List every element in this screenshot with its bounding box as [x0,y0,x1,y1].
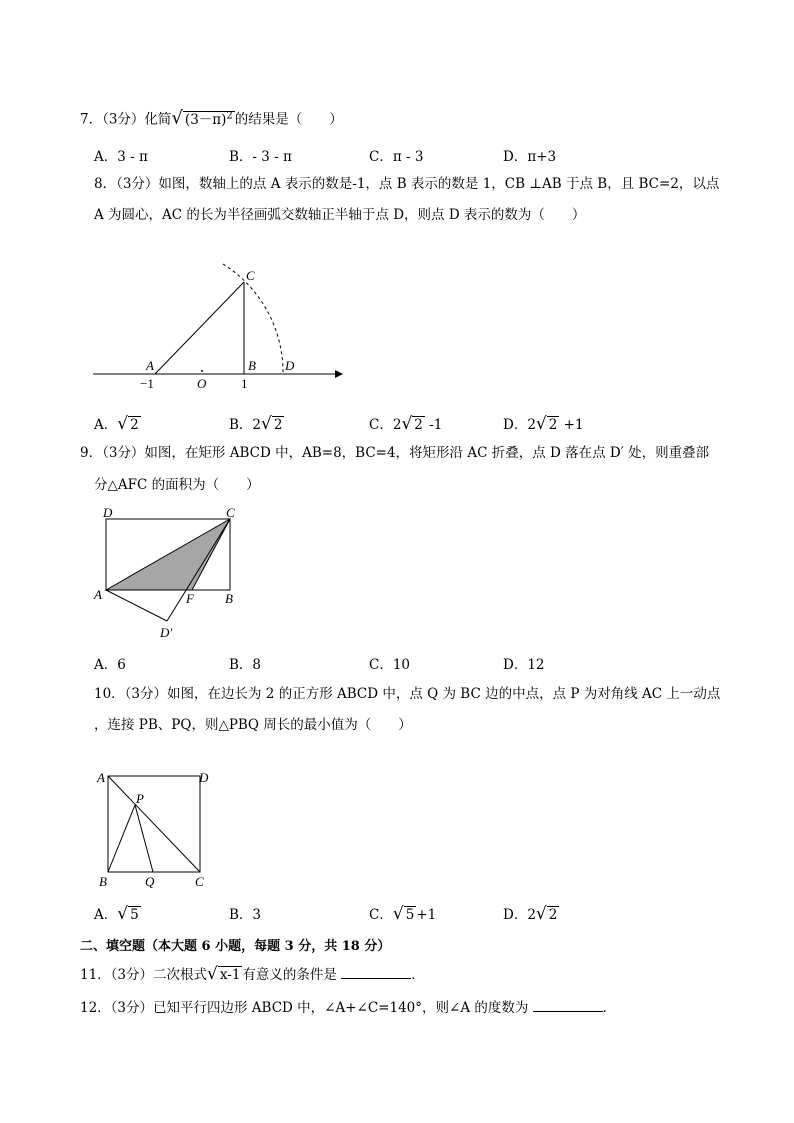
q11-end: ． [411,967,425,983]
q10-a-radical: √ 5 [117,904,139,924]
q8-stem-line2: A 为圆心，AC 的长为半径画弧交数轴正半轴于点 D，则点 D 表示的数为（ ） [94,207,586,223]
label-a: A [94,587,102,602]
q8-c-post: -1 [424,417,443,433]
q8-d-pre: 2 [527,417,536,433]
section-title-fill-in: 二、填空题（本大题 6 小题，每题 3 分，共 18 分） [80,939,391,954]
q11-radical: √ x-1 [207,964,241,984]
label-neg1: −1 [140,376,154,391]
q11-suffix: 有意义的条件是 [242,967,342,983]
q10-figure [94,766,219,891]
q8-option-a [94,413,141,434]
q10-b-value: 3 [252,907,262,923]
label-c: C [246,268,255,283]
q7-stem-suffix: 的结果是（ ） [234,111,343,128]
q12-text: 12．（3分）已知平行四边形 ABCD 中，∠A+∠C=140°，则∠A 的度数为 [80,1000,533,1016]
q10-stem-line1: 10．（3分）如图，在边长为 2 的正方形 ABCD 中，点 Q 为 BC 边的中点，点 P 为对角线 AC 上一动点 [94,686,721,702]
segment-ad-prime [106,590,167,621]
q8-c-radicand: 2 [414,417,423,433]
q11-answer-blank[interactable] [341,964,411,979]
segment-ac [155,282,244,374]
q8-option-c [369,413,442,434]
q10-d-letter: D． [503,907,528,923]
q9-option-a: A．6 [94,657,126,673]
label-a: A [146,358,154,373]
label-d: D [285,358,295,373]
q8-figure [90,260,360,395]
q10-c-post: +1 [416,907,437,923]
q8-stem-line1: 8．（3分）如图，数轴上的点 A 表示的数是-1，点 B 表示的数是 1，CB ⊥AB 于点 B，且 BC=2，以点 [94,176,720,192]
q11-stem [80,964,425,985]
q9-option-b: B．8 [229,657,262,673]
q7-option-a: A．3 - π [94,149,148,165]
q12-stem [80,997,616,1018]
origin-tick [201,370,203,372]
label-f: F [186,591,194,606]
label-d-prime: D′ [160,625,173,640]
q10-c-letter: C． [369,907,393,923]
q10-c-radicand: 5 [405,907,415,923]
q8-option-d [503,413,584,434]
segment-pb [108,805,135,872]
label-b: B [225,591,233,606]
q8-b-radicand: 2 [273,417,283,433]
q10-a-radicand: 5 [130,907,139,923]
q12-end: ． [602,1000,617,1016]
label-b: B [99,874,107,889]
q7-stem-prefix: 7．（3分）化简 [80,111,172,128]
q8-option-b [229,413,284,434]
q8-d-radicand: 2 [548,417,558,433]
q8-c-pre: 2 [392,417,402,433]
q7-stem [80,106,343,130]
q9-stem-line2: 分△AFC 的面积为（ ） [94,477,260,493]
q8-a-letter: A． [94,417,118,433]
label-one: 1 [241,376,248,391]
q8-a-radical: √ 2 [117,414,139,434]
q7-option-c: C．π - 3 [369,149,424,165]
q8-d-radical: √ 2 [535,414,558,434]
q8-a-radicand: 2 [130,417,139,433]
q10-stem-line2: ，连接 PB、PQ，则△PBQ 周长的最小值为（ ） [94,717,412,733]
diagonal-ac [108,776,200,872]
q10-d-radicand: 2 [548,907,558,923]
q11-radicand: x-1 [219,967,241,983]
label-o: O [197,376,207,391]
q9-option-d: D．12 [503,657,545,673]
label-c: C [195,874,204,889]
q10-option-b [229,903,261,923]
q11-prefix: 11．（3分）二次根式 [80,967,208,983]
q12-answer-blank[interactable] [533,997,603,1012]
q8-c-radical: √ 2 [401,414,423,434]
q9-stem-line1: 9．（3分）如图，在矩形 ABCD 中，AB=8，BC=4，将矩形沿 AC 折叠，点 D 落在点 D′ 处，则重叠部 [80,445,710,461]
q10-c-radical: √ 5 [392,904,415,924]
q10-b-letter: B． [229,907,253,923]
q8-c-letter: C． [369,417,393,433]
q8-b-radical: √ 2 [261,414,283,434]
q7-radicand: (3－π) [184,111,227,128]
q8-b-pre: 2 [252,417,262,433]
segment-pq [135,805,153,872]
label-c: C [226,505,235,520]
q10-option-c [369,903,436,924]
q10-a-letter: A． [94,907,118,923]
q10-option-a [94,903,141,924]
label-d: D [103,505,113,520]
q9-option-c: C．10 [369,657,411,673]
q10-d-pre: 2 [527,907,536,923]
label-a: A [97,770,105,785]
q10-d-radical: √ 2 [535,904,558,924]
label-b: B [248,358,256,373]
label-p: P [136,791,144,806]
q7-option-b: B．- 3 - π [229,149,292,165]
q10-option-d [503,903,559,924]
q7-radical: √ $(3-\pi)^2$ [171,107,233,129]
q8-d-letter: D． [503,417,528,433]
label-d: D [199,770,209,785]
triangle-afc-shaded [106,519,230,590]
q8-d-post: +1 [559,417,584,433]
q8-b-letter: B． [229,417,253,433]
q9-figure [92,503,252,643]
label-q: Q [145,874,155,889]
q7-exponent: 2 [226,110,233,121]
q7-option-d: D．π+3 [503,149,557,165]
